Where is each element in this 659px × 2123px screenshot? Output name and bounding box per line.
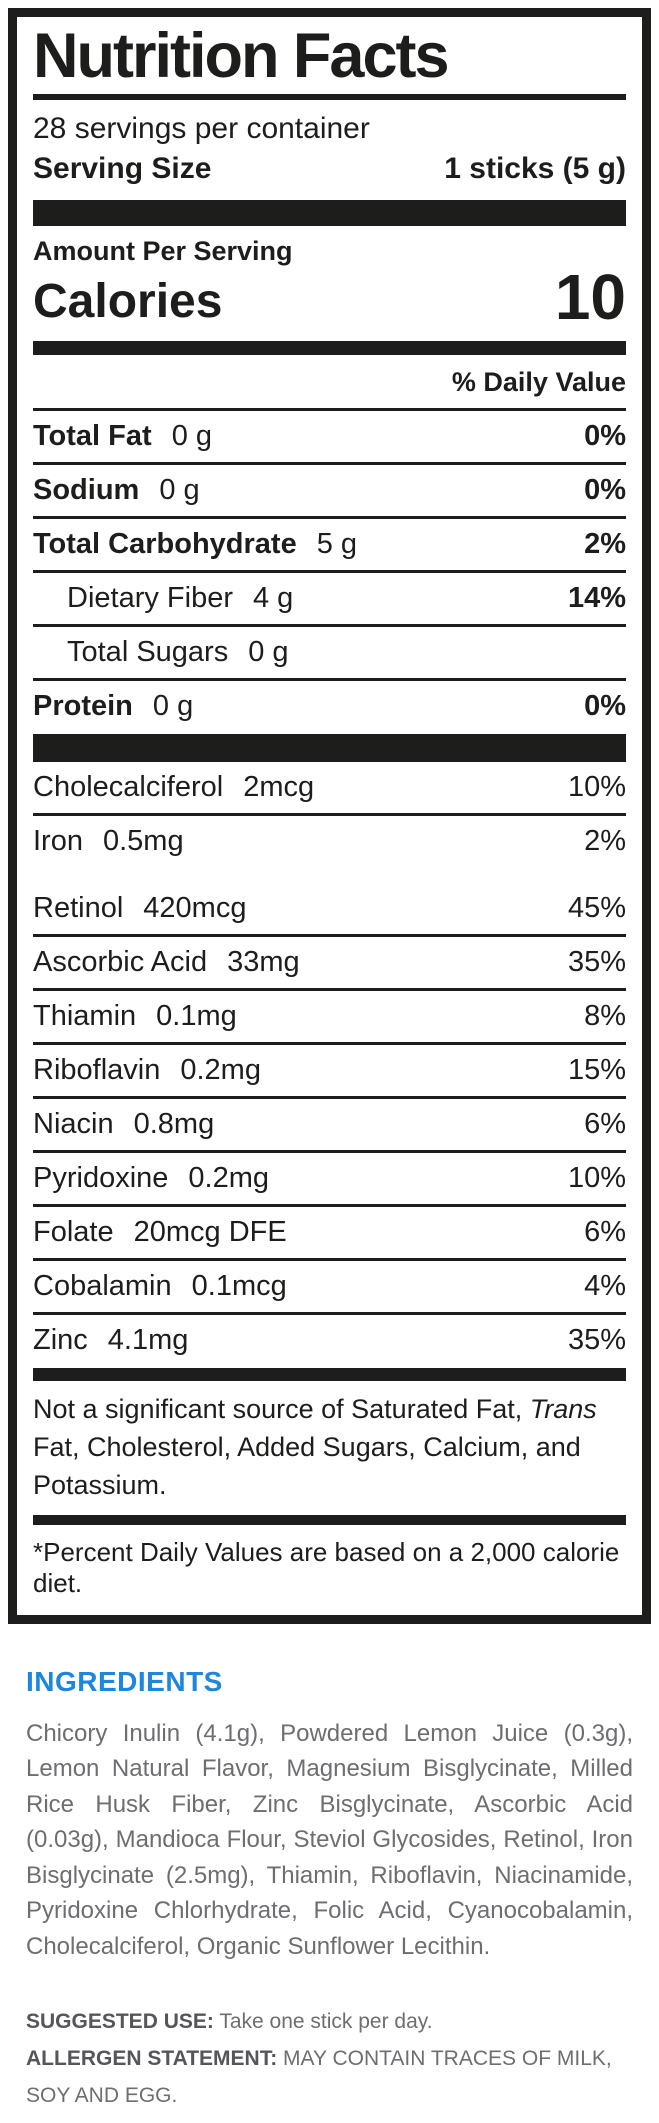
daily-value-header: % Daily Value [451, 367, 626, 398]
nutrient-amount: 5 g [316, 528, 358, 561]
nutrient-name: Thiamin [33, 1000, 137, 1033]
nutrient-row-total-sugars [33, 627, 626, 678]
nutrient-dv: 0% [584, 690, 626, 723]
micronutrient-row-folate [33, 1207, 626, 1258]
label-title: Nutrition Facts [33, 21, 448, 91]
nutrient-dv: 8% [584, 1000, 626, 1033]
nutrient-name: Dietary Fiber [67, 582, 233, 615]
nutrient-dv: 45% [567, 892, 626, 925]
thick-bar [33, 1368, 626, 1381]
nutrient-dv: 10% [567, 1162, 626, 1195]
allergen-statement-line [26, 2041, 633, 2115]
micronutrient-row-zinc [33, 1315, 626, 1366]
ingredients-section [8, 1624, 651, 2115]
ingredients-title: INGREDIENTS [26, 1665, 223, 1697]
nutrient-row-dietary-fiber [33, 573, 626, 624]
nutrient-name: Total Sugars [67, 636, 229, 669]
thick-bar [33, 734, 626, 762]
nutrient-amount: 4 g [253, 582, 294, 615]
nutrient-row-total-fat [33, 411, 626, 462]
serving-size-value: 1 sticks (5 g) [444, 151, 626, 185]
allergen-statement-label: ALLERGEN STATEMENT: [26, 2047, 278, 2071]
nutrient-name: Total Carbohydrate [33, 528, 297, 561]
nutrient-dv: 10% [567, 771, 626, 804]
nutrient-amount: 0.1mg [156, 1000, 237, 1033]
micronutrient-row-ascorbic-acid [33, 937, 626, 988]
thick-bar [33, 200, 626, 226]
amount-per-serving-label: Amount Per Serving [33, 235, 293, 266]
nutrient-name: Sodium [33, 474, 140, 507]
note-text: Fat, Cholesterol, Added Sugars, Calcium, and Potassium. [33, 1432, 581, 1500]
allergen-statement-text: MAY CONTAIN TRACES OF MILK, SOY AND EGG. [26, 2047, 612, 2107]
nutrient-name: Retinol [33, 892, 124, 925]
suggested-use-line [26, 2004, 633, 2041]
group-gap [33, 867, 626, 883]
nutrient-row-sodium [33, 465, 626, 516]
nutrient-amount: 4.1mg [107, 1324, 189, 1357]
micronutrient-row-riboflavin [33, 1045, 626, 1096]
nutrient-amount: 20mcg DFE [133, 1216, 287, 1249]
nutrient-name: Total Fat [33, 420, 152, 453]
note-italic-trans: Trans [529, 1394, 597, 1425]
nutrient-dv: 0% [584, 474, 626, 507]
nutrient-dv: 14% [567, 582, 626, 615]
nutrient-dv: 0% [584, 420, 626, 453]
daily-value-footnote: *Percent Daily Values are based on a 2,000 calorie diet. [33, 1536, 620, 1598]
nutrient-dv: 2% [584, 825, 626, 858]
nutrient-dv: 6% [584, 1108, 626, 1141]
nutrient-amount: 33mg [227, 946, 300, 979]
calories-label: Calories [33, 274, 223, 328]
title-divider [33, 94, 626, 100]
nutrient-amount: 0 g [248, 636, 289, 669]
micronutrient-row-niacin [33, 1099, 626, 1150]
nutrient-dv: 2% [584, 528, 626, 561]
nutrition-facts-label [8, 8, 651, 1624]
nutrient-amount: 0.1mcg [191, 1270, 287, 1303]
nutrient-dv: 35% [567, 946, 626, 979]
micronutrient-row-retinol [33, 883, 626, 934]
nutrient-name: Cholecalciferol [33, 771, 224, 804]
usage-section [26, 2004, 633, 2114]
micronutrient-row-pyridoxine [33, 1153, 626, 1204]
not-significant-note [33, 1381, 626, 1508]
suggested-use-label: SUGGESTED USE: [26, 2010, 214, 2034]
nutrient-name: Zinc [33, 1324, 88, 1357]
nutrient-amount: 2mcg [243, 771, 315, 804]
nutrient-amount: 420mcg [143, 892, 247, 925]
nutrient-row-protein [33, 681, 626, 732]
nutrient-dv: 35% [567, 1324, 626, 1357]
nutrient-amount: 0.8mg [133, 1108, 215, 1141]
nutrient-name: Riboflavin [33, 1054, 161, 1087]
micronutrient-row-thiamin [33, 991, 626, 1042]
thick-bar [33, 1515, 626, 1525]
suggested-use-text: Take one stick per day. [213, 2010, 433, 2034]
micronutrient-row-cobalamin [33, 1261, 626, 1312]
nutrient-amount: 0.5mg [102, 825, 184, 858]
nutrient-amount: 0 g [152, 690, 194, 723]
nutrient-amount: 0.2mg [188, 1162, 270, 1195]
nutrient-name: Folate [33, 1216, 114, 1249]
nutrient-dv: 6% [584, 1216, 626, 1249]
nutrient-amount: 0 g [171, 420, 213, 453]
serving-size-label: Serving Size [33, 151, 212, 185]
nutrient-name: Cobalamin [33, 1270, 172, 1303]
serving-size-row [33, 148, 626, 188]
micronutrient-row-iron [33, 816, 626, 867]
nutrient-name: Niacin [33, 1108, 114, 1141]
nutrient-name: Pyridoxine [33, 1162, 169, 1195]
nutrient-dv: 15% [567, 1054, 626, 1087]
micronutrient-row-cholecalciferol [33, 762, 626, 813]
nutrient-name: Iron [33, 825, 83, 858]
calories-divider [33, 341, 626, 355]
calories-row [33, 260, 626, 334]
nutrient-row-total-carbohydrate [33, 519, 626, 570]
note-text: Not a significant source of Saturated Fat, [33, 1394, 530, 1425]
nutrient-dv: 4% [584, 1270, 626, 1303]
nutrient-amount: 0 g [159, 474, 200, 507]
nutrient-name: Protein [33, 690, 133, 723]
servings-per-container: 28 servings per container [33, 111, 370, 145]
nutrient-name: Ascorbic Acid [33, 946, 208, 979]
nutrient-amount: 0.2mg [180, 1054, 261, 1087]
calories-value: 10 [554, 260, 626, 333]
ingredients-text: Chicory Inulin (4.1g), Powdered Lemon Juice (0.3g), Lemon Natural Flavor, Magnesium Bisglycinate, Milled Rice Husk Fiber, Zinc Bisglycinate, Ascorbic Acid (0.03g), Mandioca Flour, Steviol Glycosides, Retinol, Iron Bisglycinate (2.5mg), Thiamin, Riboflavin, Niacinamide, Pyridoxine Chlorhydrate, Folic Acid, Cyanocobalamin, Cholecalciferol, Organic Sunflower Lecithin. [26, 1719, 633, 1960]
